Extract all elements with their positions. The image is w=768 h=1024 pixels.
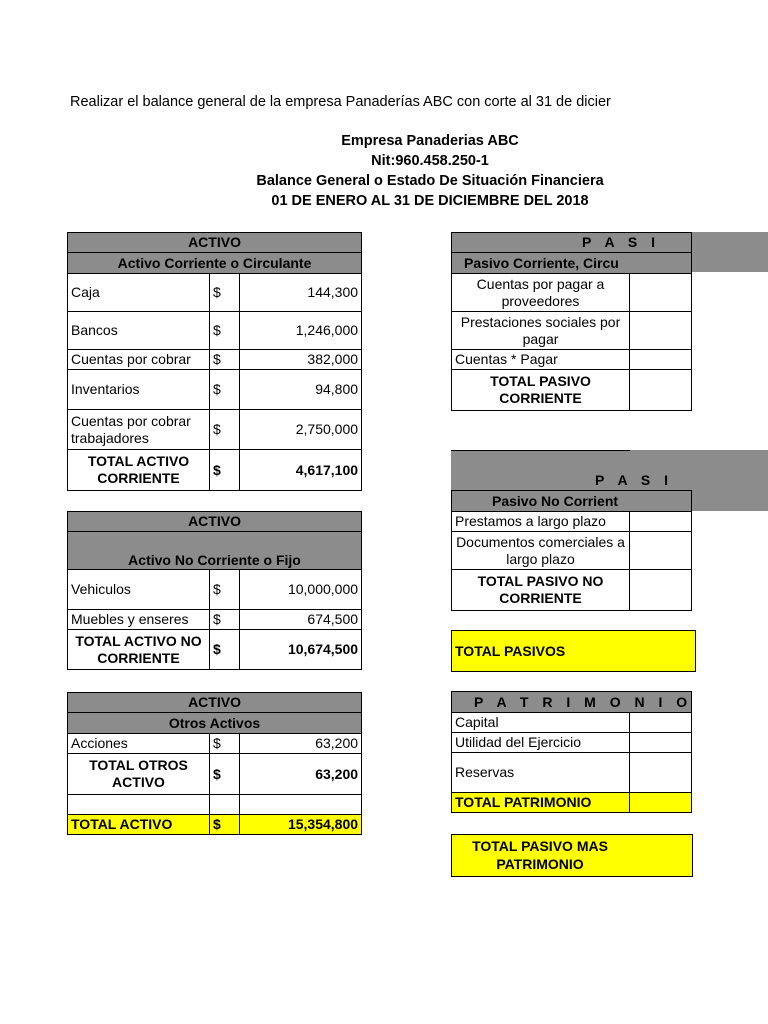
table-row bbox=[68, 610, 362, 630]
row-label: Cuentas * Pagar bbox=[452, 350, 630, 370]
row-label: Capital bbox=[452, 713, 630, 733]
total-activo-row bbox=[68, 815, 362, 835]
pasivo-no-corriente-title: P A S I bbox=[595, 472, 674, 488]
row-currency: $ bbox=[210, 734, 240, 754]
row-label: Muebles y enseres bbox=[68, 610, 210, 630]
table-row bbox=[68, 274, 362, 312]
row-label: Cuentas por cobrar trabajadores bbox=[68, 410, 210, 450]
row-amount: 2,750,000 bbox=[240, 410, 362, 450]
total-label: TOTAL PASIVO CORRIENTE bbox=[452, 370, 630, 411]
total-pasivo-patrimonio: TOTAL PASIVO MAS PATRIMONIO bbox=[472, 838, 608, 872]
row-currency: $ bbox=[210, 350, 240, 370]
row-amount: 94,800 bbox=[240, 370, 362, 410]
total-label: TOTAL ACTIVO CORRIENTE bbox=[68, 450, 210, 491]
row-currency: $ bbox=[210, 312, 240, 350]
row-label: Vehiculos bbox=[68, 570, 210, 610]
row-label: Cuentas por cobrar bbox=[68, 350, 210, 370]
row-label: Acciones bbox=[68, 734, 210, 754]
total-currency: $ bbox=[210, 450, 240, 491]
total-label: TOTAL OTROS ACTIVO bbox=[68, 754, 210, 795]
otros-activos-title: ACTIVO bbox=[68, 693, 362, 713]
total-activo-label: TOTAL ACTIVO bbox=[68, 815, 210, 835]
total-pasivos: TOTAL PASIVOS bbox=[451, 630, 696, 672]
row-label: Prestaciones sociales por pagar bbox=[452, 312, 630, 350]
row-label: Prestamos a largo plazo bbox=[452, 512, 630, 532]
total-label: TOTAL PATRIMONIO bbox=[452, 793, 630, 813]
activo-no-corriente-title: ACTIVO bbox=[68, 512, 362, 532]
row-currency: $ bbox=[210, 370, 240, 410]
total-row bbox=[452, 370, 692, 411]
pasivo-corriente-title: P A S I bbox=[452, 233, 692, 253]
row-amount: 10,000,000 bbox=[240, 570, 362, 610]
activo-corriente-subtitle: Activo Corriente o Circulante bbox=[68, 253, 362, 274]
row-currency: $ bbox=[210, 570, 240, 610]
table-row bbox=[68, 350, 362, 370]
total-label: TOTAL PASIVO NO CORRIENTE bbox=[452, 570, 630, 611]
row-label: Documentos comerciales a largo plazo bbox=[452, 532, 630, 570]
row-label: Bancos bbox=[68, 312, 210, 350]
table-row bbox=[452, 733, 692, 753]
total-currency: $ bbox=[210, 754, 240, 795]
pasivo-corriente-subtitle: Pasivo Corriente, Circu bbox=[452, 253, 692, 274]
total-row bbox=[452, 793, 692, 813]
patrimonio-table bbox=[451, 691, 692, 813]
row-amount: 144,300 bbox=[240, 274, 362, 312]
patrimonio-clip bbox=[451, 691, 693, 815]
row-currency: $ bbox=[210, 410, 240, 450]
total-amount: 63,200 bbox=[240, 754, 362, 795]
row-amount: 382,000 bbox=[240, 350, 362, 370]
table-row bbox=[452, 713, 692, 733]
table-row bbox=[452, 350, 692, 370]
otros-activos-subtitle: Otros Activos bbox=[68, 713, 362, 734]
statement-period: 01 DE ENERO AL 31 DE DICIEMBRE DEL 2018 bbox=[271, 193, 589, 209]
row-label: Inventarios bbox=[68, 370, 210, 410]
total-amount: 10,674,500 bbox=[240, 630, 362, 670]
table-row bbox=[68, 734, 362, 754]
pasivo-no-corriente-subtitle: Pasivo No Corrient bbox=[452, 491, 692, 512]
row-amount: 1,246,000 bbox=[240, 312, 362, 350]
pasivo-corriente-clip bbox=[451, 232, 661, 412]
table-row bbox=[452, 753, 692, 793]
pasivo-no-corriente-clip bbox=[451, 450, 674, 613]
pasivo-corriente-table bbox=[451, 232, 692, 411]
company-nit: Nit:960.458.250-1 bbox=[371, 153, 489, 169]
total-row bbox=[68, 630, 362, 670]
total-pasivo-patrimonio-box bbox=[451, 834, 693, 877]
row-amount: 63,200 bbox=[240, 734, 362, 754]
table-row bbox=[68, 312, 362, 350]
empty-row bbox=[68, 795, 362, 815]
row-label: Caja bbox=[68, 274, 210, 312]
total-row bbox=[68, 754, 362, 795]
table-row bbox=[452, 532, 692, 570]
row-label: Utilidad del Ejercicio bbox=[452, 733, 630, 753]
total-row bbox=[452, 570, 692, 611]
table-row bbox=[452, 312, 692, 350]
total-currency: $ bbox=[210, 630, 240, 670]
intro-text: Realizar el balance general de la empresa Panaderías ABC con corte al 31 de dicier bbox=[70, 94, 611, 110]
table-row bbox=[452, 512, 692, 532]
activo-no-corriente-subtitle: Activo No Corriente o Fijo bbox=[68, 532, 362, 570]
pasivo-no-corriente-table bbox=[451, 490, 692, 611]
row-amount: 674,500 bbox=[240, 610, 362, 630]
statement-title: Balance General o Estado De Situación Financiera bbox=[256, 173, 604, 189]
table-row bbox=[68, 370, 362, 410]
total-activo-currency: $ bbox=[210, 815, 240, 835]
row-label: Cuentas por pagar a proveedores bbox=[452, 274, 630, 312]
total-pasivos-clip bbox=[451, 630, 630, 672]
table-row bbox=[68, 570, 362, 610]
table-row bbox=[452, 274, 692, 312]
activo-corriente-table bbox=[67, 232, 362, 491]
row-currency: $ bbox=[210, 274, 240, 312]
total-row bbox=[68, 450, 362, 491]
row-label: Reservas bbox=[452, 753, 630, 793]
total-pasivo-patrimonio-clip bbox=[451, 834, 630, 877]
total-activo-amount: 15,354,800 bbox=[240, 815, 362, 835]
row-currency: $ bbox=[210, 610, 240, 630]
activo-corriente-title: ACTIVO bbox=[68, 233, 362, 253]
patrimonio-title: P A T R I M O N I O bbox=[452, 692, 692, 713]
otros-activos-table bbox=[67, 692, 362, 835]
table-row bbox=[68, 410, 362, 450]
total-amount: 4,617,100 bbox=[240, 450, 362, 491]
activo-no-corriente-table bbox=[67, 511, 362, 670]
total-label: TOTAL ACTIVO NO CORRIENTE bbox=[68, 630, 210, 670]
company-name: Empresa Panaderias ABC bbox=[341, 133, 519, 149]
